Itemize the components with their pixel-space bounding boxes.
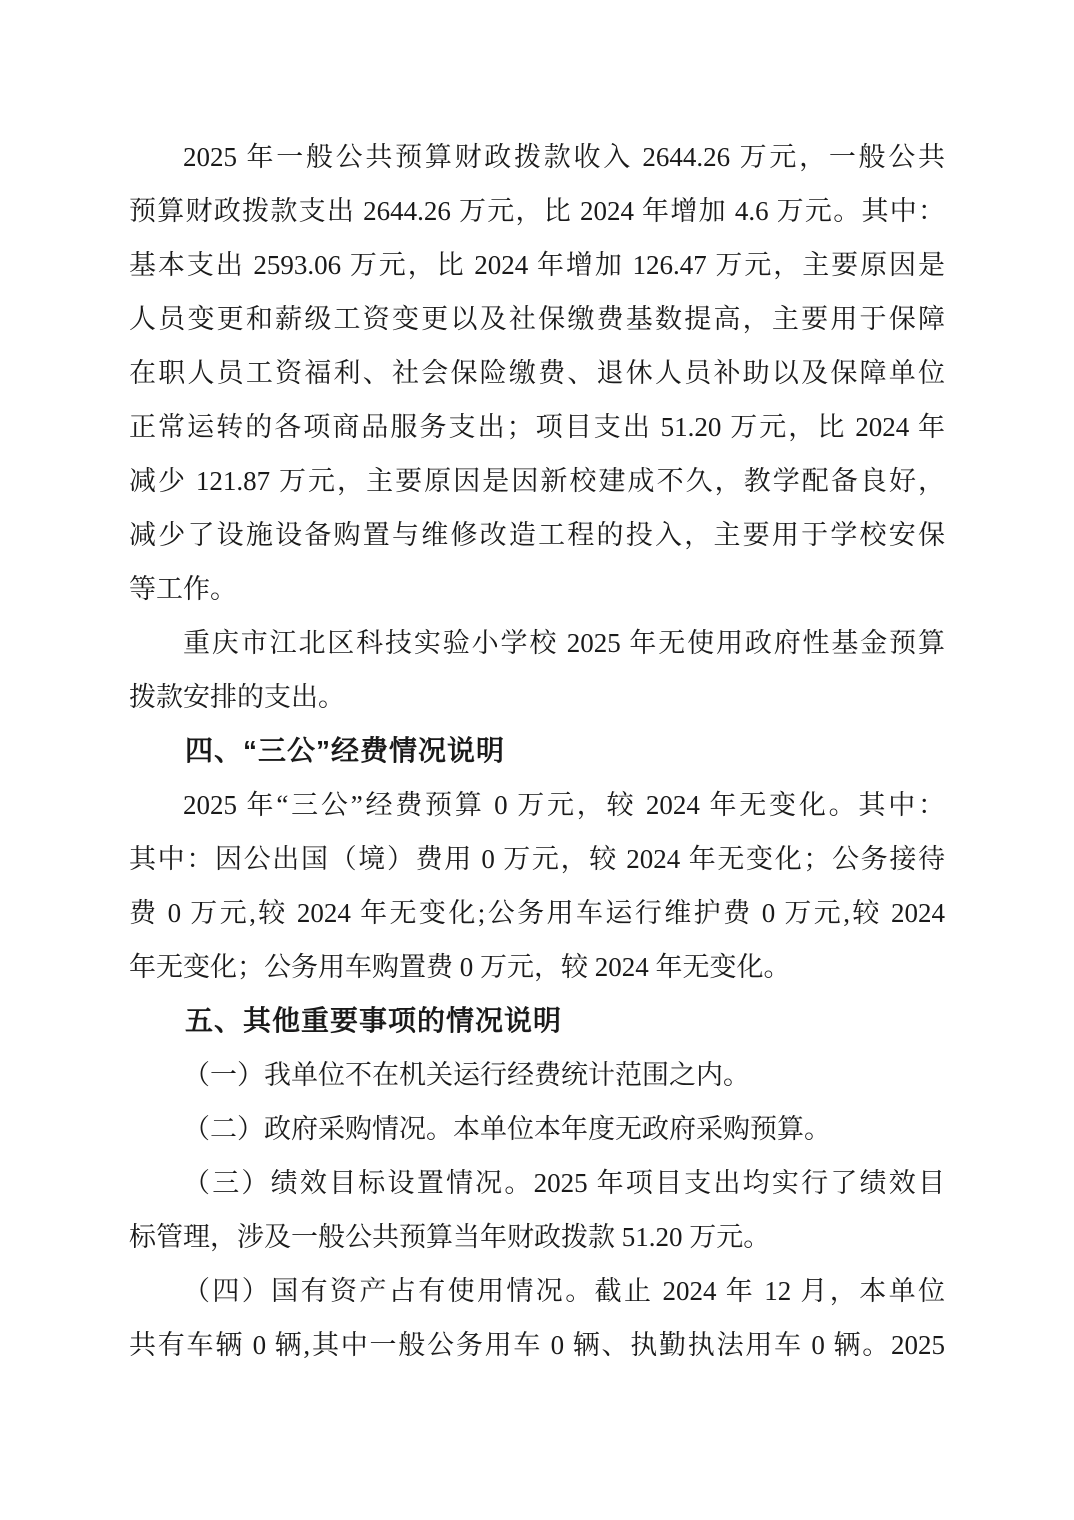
text-line: 拨款安排的支出。 (129, 682, 345, 712)
text-line: 减少了设施设备购置与维修改造工程的投入，主要用于学校安保 (129, 520, 945, 550)
text-line: 减少 121.87 万元，主要原因是因新校建成不久，教学配备良好， (129, 466, 945, 496)
text-line: 2025 年“三公”经费预算 0 万元，较 2024 年无变化。其中： (183, 790, 945, 820)
section-heading: 五、其他重要事项的情况说明 (185, 1005, 563, 1036)
text-line: 基本支出 2593.06 万元，比 2024 年增加 126.47 万元，主要原因是 (129, 250, 945, 280)
text-line: 共有车辆 0 辆,其中一般公务用车 0 辆、执勤执法用车 0 辆。2025 (129, 1330, 945, 1360)
text-line: 标管理，涉及一般公共预算当年财政拨款 51.20 万元。 (129, 1222, 771, 1252)
text-line: 人员变更和薪级工资变更以及社保缴费基数提高，主要用于保障 (129, 304, 945, 334)
text-line: 费 0 万元,较 2024 年无变化;公务用车运行维护费 0 万元,较 2024 (129, 898, 945, 928)
section-heading: 四、“三公”经费情况说明 (185, 735, 506, 766)
text-line: （一）我单位不在机关运行经费统计范围之内。 (183, 1060, 750, 1090)
text-line: 2025 年一般公共预算财政拨款收入 2644.26 万元，一般公共 (183, 142, 945, 172)
text-line: （三）绩效目标设置情况。2025 年项目支出均实行了绩效目 (183, 1168, 945, 1198)
text-line: 预算财政拨款支出 2644.26 万元，比 2024 年增加 4.6 万元。其中： (129, 196, 945, 226)
document-body (129, 130, 945, 1372)
text-line: （四）国有资产占有使用情况。截止 2024 年 12 月，本单位 (183, 1276, 945, 1306)
text-line: 正常运转的各项商品服务支出；项目支出 51.20 万元，比 2024 年 (129, 412, 945, 442)
text-line: 重庆市江北区科技实验小学校 2025 年无使用政府性基金预算 (183, 628, 945, 658)
text-line: 其中：因公出国（境）费用 0 万元，较 2024 年无变化；公务接待 (129, 844, 945, 874)
text-line: 在职人员工资福利、社会保险缴费、退休人员补助以及保障单位 (129, 358, 945, 388)
text-line: （二）政府采购情况。本单位本年度无政府采购预算。 (183, 1114, 831, 1144)
text-line: 年无变化；公务用车购置费 0 万元，较 2024 年无变化。 (129, 952, 791, 982)
text-line: 等工作。 (129, 574, 237, 604)
